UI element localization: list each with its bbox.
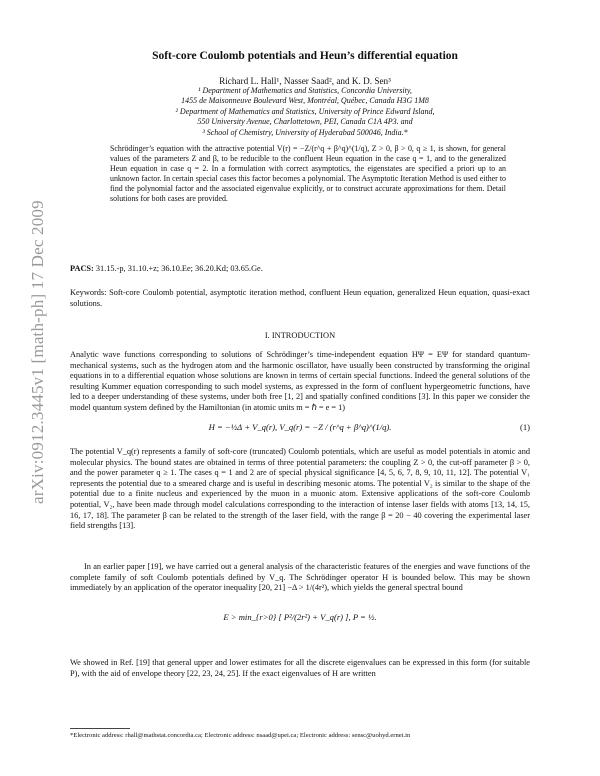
equation-1: H = −½Δ + V_q(r), V_q(r) = −Z / (r^q + β^q)^(1/q). — [208, 422, 392, 432]
affiliation-line: ² Department of Mathematics and Statistics, University of Prince Edward Island, — [175, 106, 435, 116]
pacs-label: PACS: — [70, 264, 94, 273]
intro-paragraph-4: We showed in Ref. [19] that general upper and lower estimates for all the discrete eigenvalues can be expressed in this form (for suitable P), with the aid of envelope theory [22, 23, 24, 25]. If the exact eigenvalues of H are written — [70, 658, 530, 678]
affiliations — [90, 86, 520, 138]
equation-2: E > min_{r>0} [ P²/(2r²) + V_q(r) ], P = ½. — [223, 612, 377, 622]
pacs-codes: 31.15.-p, 31.10.+z; 36.10.Ee; 36.20.Kd; 03.65.Ge. — [93, 264, 263, 273]
equation-1-number: (1) — [519, 422, 530, 432]
intro-paragraph-3: In an earlier paper [19], we have carried out a general analysis of the characteristic features of the energies and wave functions of the complete family of soft Coulomb potentials defined by V_q. The Schrödinger operator H is bounded below. This may be shown immediately by an application of the operator inequality [20, 21] −Δ > 1/(4r²), which yields the general spectral bound — [70, 562, 530, 593]
abstract: Schrödinger’s equation with the attractive potential V(r) = −Z/(r^q + β^q)^(1/q), Z > 0, β > 0, q ≥ 1, is shown, for general values of the parameters Z and β, to be reducible to the confluent Heun equation in the case q = 1, and to the generalized Heun equation in case q = 2. In a formulation with correct asymptotics, the eigenstates are specified a priori up to an unknown factor. In certain special cases this factor becomes a polynomial. The Asymptotic Iteration Method is used either to find the polynomial factor and the associated eigenvalue explicitly, or to construct accurate approximations for them. Detail solutions for both cases are provided. — [110, 144, 506, 204]
footnote-rule — [70, 728, 130, 729]
affiliation-line: 1455 de Maisonneuve Boulevard West, Montréal, Québec, Canada H3G 1M8 — [181, 96, 429, 106]
paper-title: Soft-core Coulomb potentials and Heun’s differential equation — [152, 50, 458, 62]
intro-paragraph-1: Analytic wave functions corresponding to solutions of Schrödinger’s time-independent equation HΨ = EΨ for standard quantum-mechanical systems, such as the hydrogen atom and the harmonic oscillator, have usually been constructed by transforming the original equations in to a differential equation whose solutions are known in terms of certain special functions. Indeed the general solutions of the resulting Kummer equation corresponding to such model systems, as expressed in the form of confluent hypergeometric functions, have led to a deeper understanding of these systems, under both free [1, 2] and spatially confined conditions [3]. In this paper we consider the model quantum system defined by the Hamiltonian (in atomic units m = ℏ = e = 1) — [70, 350, 530, 412]
pacs-line — [70, 264, 530, 273]
affiliation-line: 550 University Avenue, Charlottetown, PEI, Canada C1A 4P3. and — [197, 117, 413, 127]
intro-paragraph-2: The potential V_q(r) represents a family of soft-core (truncated) Coulomb potentials, which are useful as model potentials in atomic and molecular physics. The bound states are obtained in terms of three potential parameters: the coupling Z > 0, the cut-off parameter β > 0, and the power parameter q ≥ 1. The cases q = 1 and 2 are of special physical significance [4, 5, 6, 7, 8, 9, 10, 11, 12]. The potential V₁ represents the potential due to a smeared charge and is useful in describing mesonic atoms. The potential V₂ is similar to the shape of the potential due to a finite nucleus and experienced by the muon in a muonic atom. Extensive applications of the soft-core Coulomb potential, V₂, have been made through model calculations corresponding to the interaction of intense laser fields with atoms [13, 14, 15, 16, 17, 18]. The parameter β can be related to the strength of the laser field, with the range β = 20 − 40 covering the experimental laser field strengths [13]. — [70, 447, 530, 531]
keywords: Keywords: Soft-core Coulomb potential, asymptotic iteration method, confluent Heun equation, generalized Heun equation, quasi-exact solutions. — [70, 288, 530, 308]
affiliation-line: ³ School of Chemistry, University of Hyderabad 500046, India.* — [202, 127, 408, 137]
section-heading: I. INTRODUCTION — [264, 331, 336, 340]
affiliation-line: ¹ Department of Mathematics and Statistics, Concordia University, — [198, 86, 412, 95]
footnote: *Electronic address: rhall@mathstat.concordia.ca; Electronic address: nsaad@upei.ca; Electronic address: sensc@uohyd.ernet.in — [70, 732, 411, 739]
author-list: Richard L. Hall¹, Nasser Saad², and K. D. Sen³ — [219, 76, 391, 86]
arxiv-stamp: arXiv:0912.3445v1 [math-ph] 17 Dec 2009 — [28, 200, 47, 504]
